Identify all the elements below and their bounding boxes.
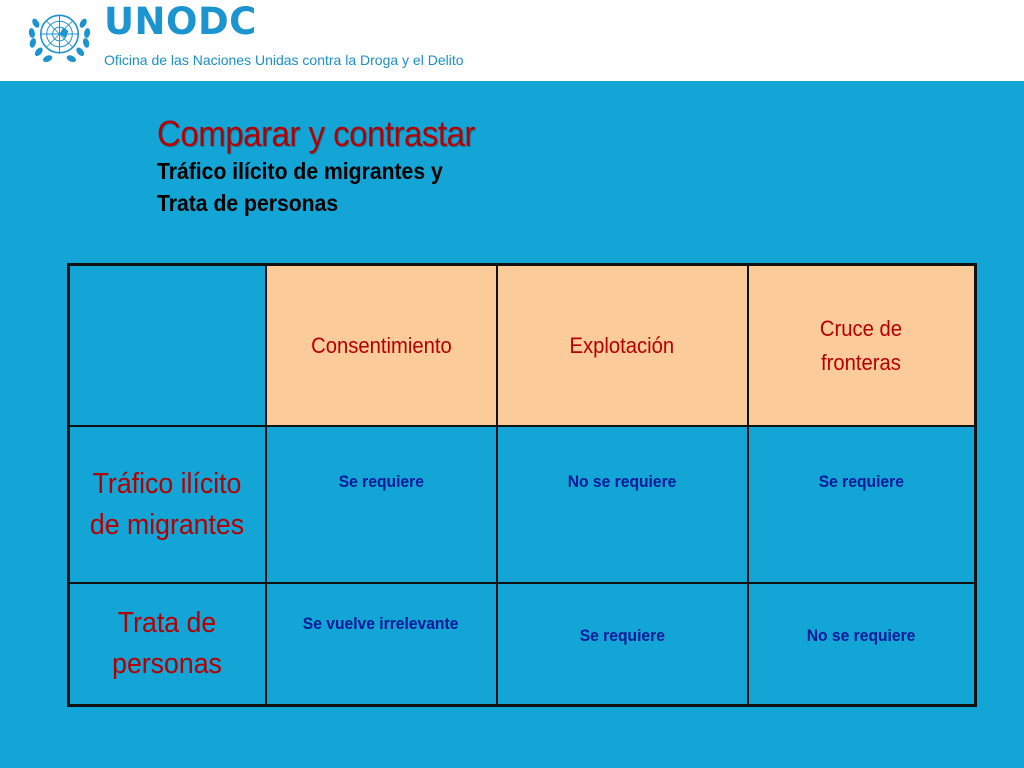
table-cell [748, 583, 976, 705]
slide-subtitle-line2: Trata de personas [157, 190, 339, 216]
table-row [69, 583, 976, 705]
slide-subtitle-line1: Tráfico ilícito de migrantes y [157, 158, 443, 184]
table-cell [266, 426, 497, 583]
table-cell [497, 426, 748, 583]
column-header-consent [266, 265, 497, 427]
table-row [69, 426, 976, 583]
slide-title: Comparar y contrastar [157, 113, 475, 154]
brand-name: UNODC [104, 0, 257, 43]
cell-value: Se vuelve irrelevante [303, 614, 459, 633]
column-header-label: Explotación [569, 332, 675, 358]
row-header-smuggling [69, 426, 266, 583]
row-header-label: Tráfico ilícito de migrantes [90, 467, 245, 541]
column-header-border-crossing [748, 265, 976, 427]
table-corner-cell [69, 265, 266, 427]
un-emblem-icon [22, 3, 97, 69]
brand-tagline: Oficina de las Naciones Unidas contra la Droga y el Delito [104, 52, 464, 68]
column-header-exploitation [497, 265, 748, 427]
cell-value: No se requiere [806, 626, 916, 645]
cell-value: Se requiere [338, 472, 424, 491]
table-cell [748, 426, 976, 583]
cell-value: No se requiere [567, 472, 677, 491]
cell-value: Se requiere [579, 626, 665, 645]
column-header-label: Cruce de fronteras [820, 315, 903, 375]
table-cell [266, 583, 497, 705]
title-block [157, 113, 503, 219]
table-header-row [69, 265, 976, 427]
column-header-label: Consentimiento [310, 332, 452, 358]
header-bar [0, 0, 1024, 81]
comparison-table [67, 263, 977, 707]
table-cell [497, 583, 748, 705]
cell-value: Se requiere [818, 472, 904, 491]
row-header-label: Trata de personas [112, 606, 223, 680]
row-header-trafficking [69, 583, 266, 705]
